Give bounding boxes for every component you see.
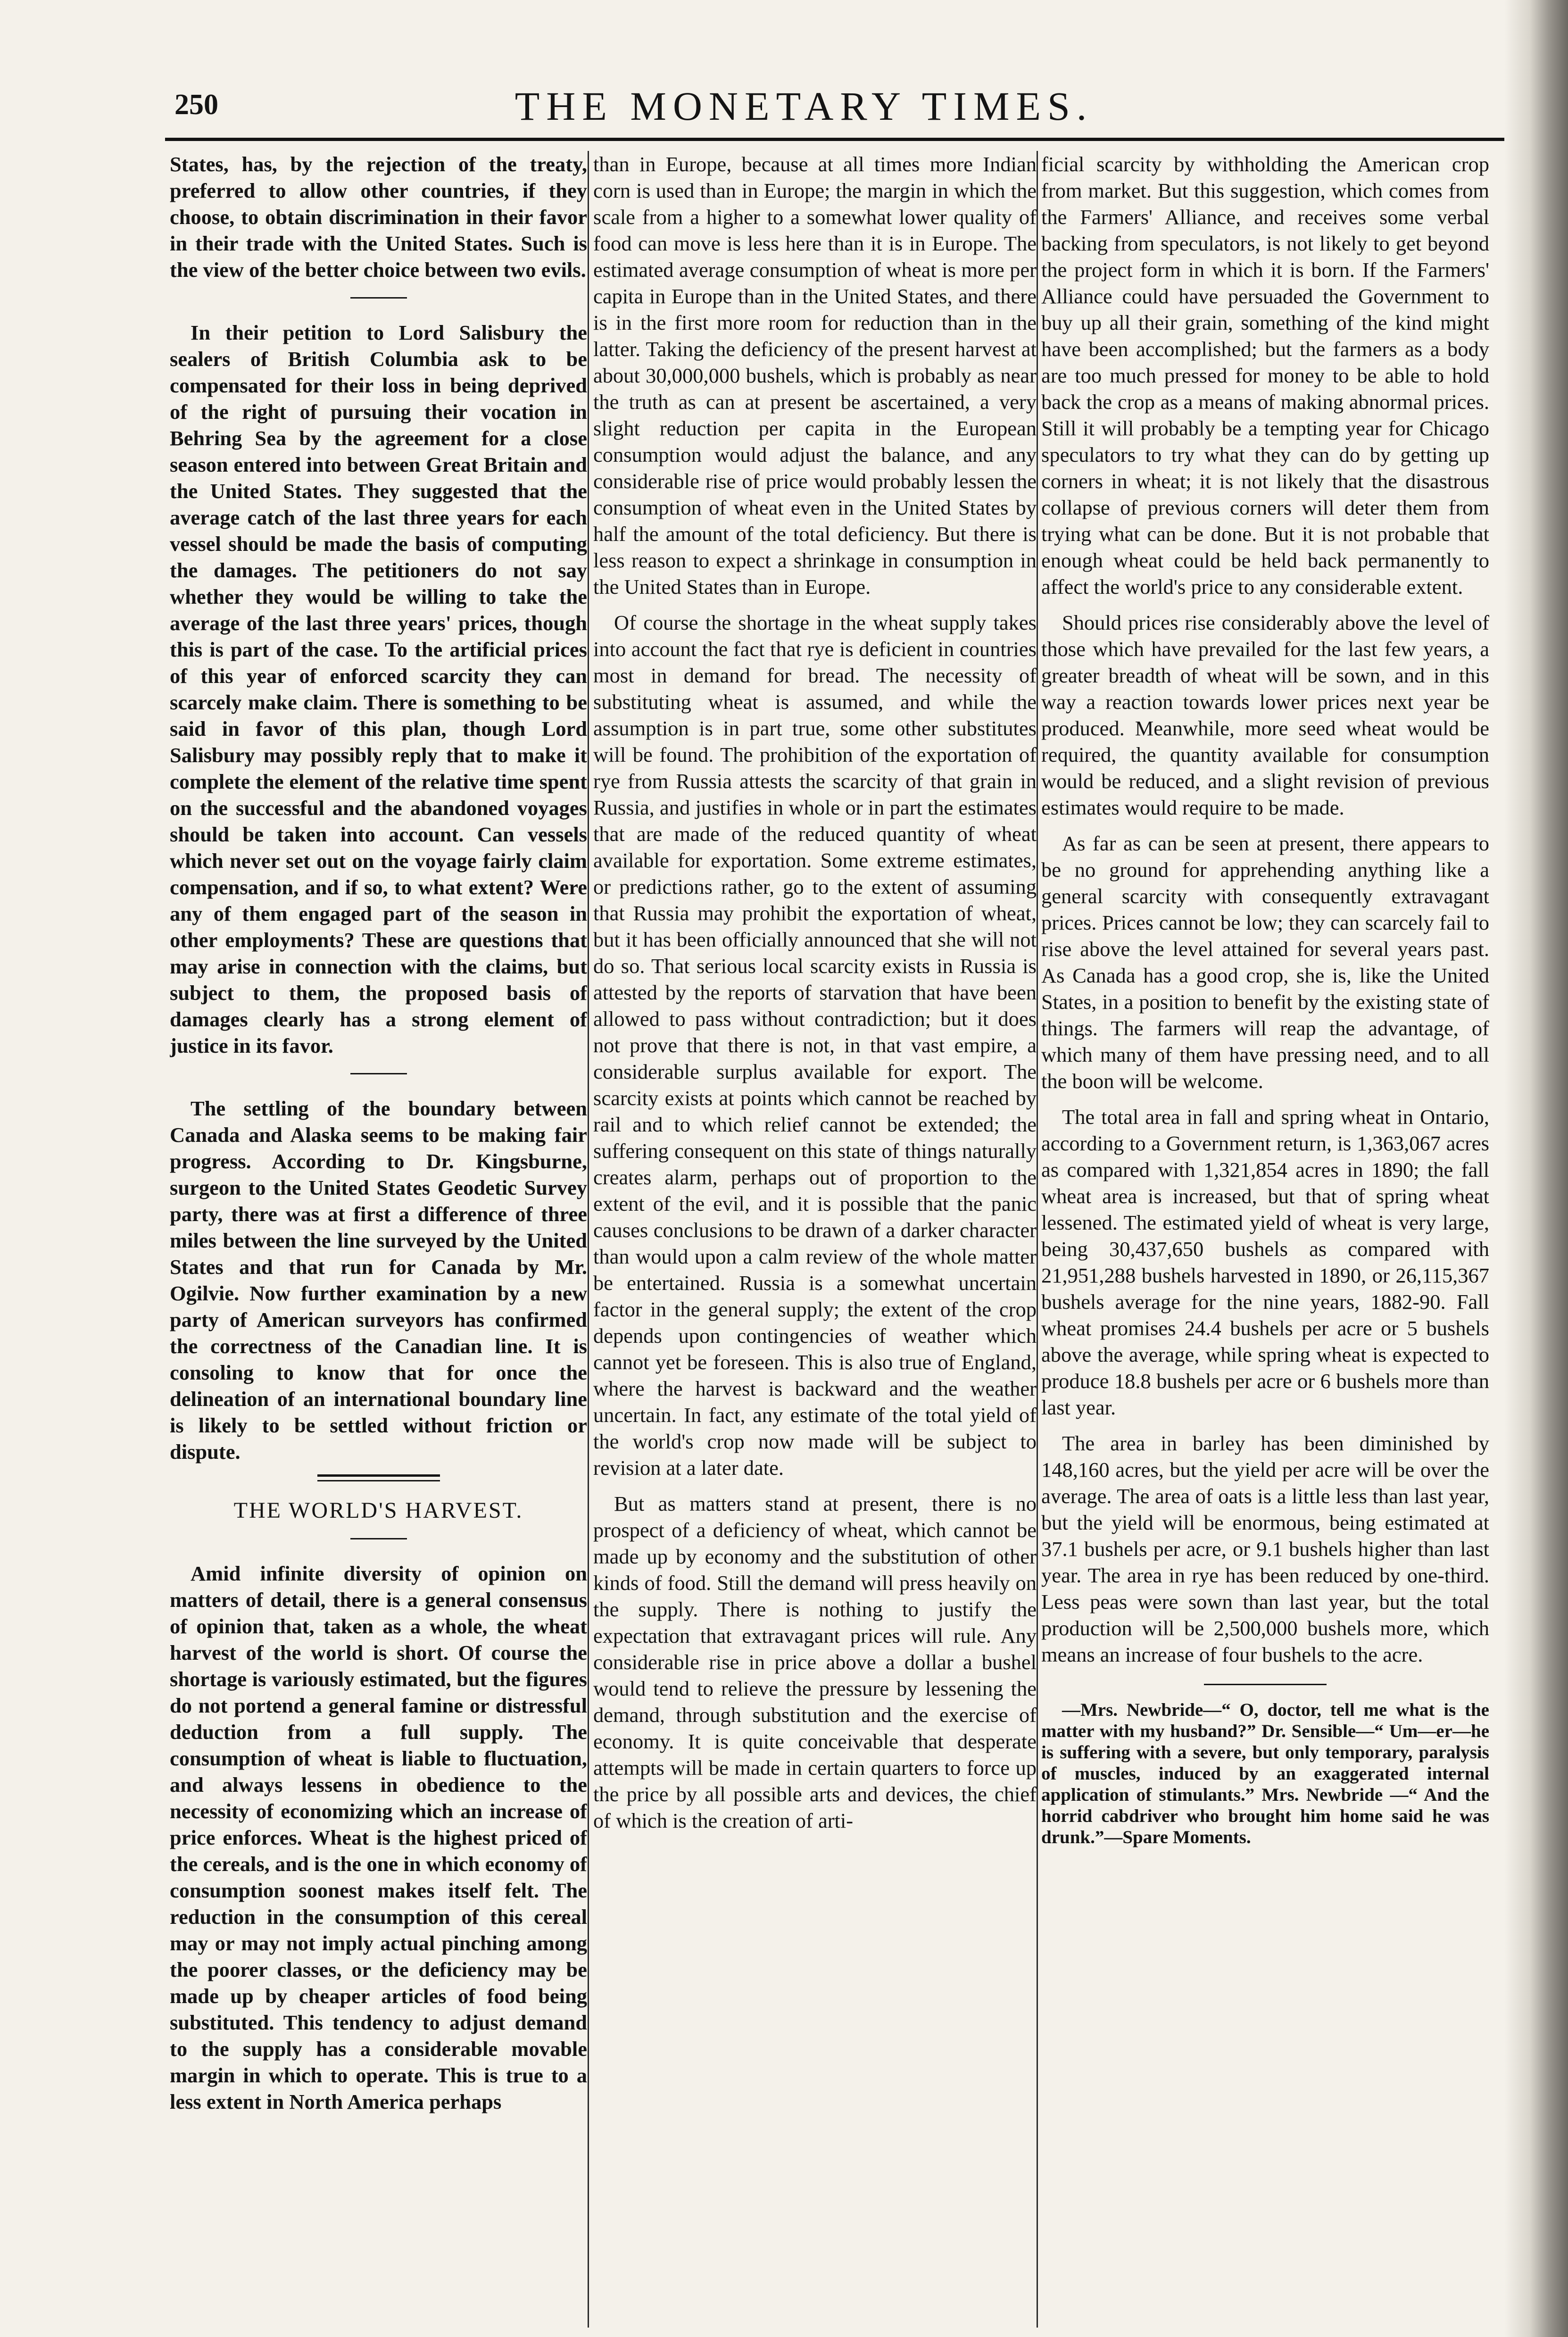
article-paragraph: Of course the shortage in the wheat supply takes into account the fact that rye is deficient in countries most in demand for bread. The necessity of substituting wheat is assumed, and while the assumption is in part true, some other substitutes will be found. The prohibition of the exportation of rye from Russia attests the scarcity of that grain in Russia, and justifies in whole or in part the estimates that are made of the reduced quantity of wheat available for exportation. Some extreme estimates, or predictions rather, go to the extent of assuming that Russia may prohibit the exportation of wheat, but it has been officially announced that she will not do so. That serious local scarcity exists in Russia is attested by the reports of starvation that have been allowed to pass without contradiction; but it does not prove that there is not, in that vast empire, a considerable surplus available for export. The scarcity exists at points which cannot be reached by rail and to which relief cannot be extended; the suffering consequent on this state of things naturally creates alarm, perhaps out of proportion to the extent of the evil, and it is possible that the panic causes conclusions to be drawn of a darker character than would upon a calm review of the whole matter be entertained. Russia is a somewhat uncertain factor in the general supply; the extent of the crop depends upon contingencies of weather which cannot yet be foreseen. This is also true of England, where the harvest is backward and the weather uncertain. In fact, any estimate of the total yield of the world's crop now made will be subject to revision at a later date. [593,611,1037,1480]
masthead-title: THE MONETARY TIMES. [514,83,1094,129]
page-edge-shadow [1504,0,1568,2337]
column-1 [170,151,587,2320]
anecdote-paragraph: —Mrs. Newbride—“ O, doctor, tell me what is the matter with my husband?” Dr. Sensible—“ Um—er—he is suffering with a severe, but only temporary, paralysis of muscles, induced by an exaggerated internal application of stimulants.” Mrs. Newbride —“ And the horrid cabdriver who brought him home said he was drunk.”—Spare Moments. [1041,1700,1489,1847]
article-paragraph: The area in barley has been diminished by 148,160 acres, but the yield per acre will be over the average. The area of oats is a little less than last year, but the yield will be enormous, being estimated at 37.1 bushels per acre, or 9.1 bushels higher than last year. The area in rye has been reduced by one-third. Less peas were sown than last year, but the total production will be 2,500,000 bushels more, which means an increase of four bushels to the acre. [1041,1431,1489,1666]
title-separator [350,1538,407,1539]
article-paragraph: States, has, by the rejection of the treaty, preferred to allow other countries, if they choose, to obtain discrimination in their favor in their trade with the United States. Such is the view of the better choice between two evils. [170,152,587,282]
article-paragraph: In their petition to Lord Salisbury the sealers of British Columbia ask to be compensated for their loss in being deprived of the right of pursuing their vocation in Behring Sea by the agreement for a close season entered into between Great Britain and the United States. They suggested that the average catch of the last three years for each vessel should be made the basis of computing the damages. The petitioners do not say whether they would be willing to take the average of the last three years' prices, though this is part of the case. To the artificial prices of this year of enforced scarcity they can scarcely make claim. There is something to be said in favor of this plan, though Lord Salisbury may possibly reply that to make it complete the element of the relative time spent on the successful and the abandoned voyages should be taken into account. Can vessels which never set out on the voyage fairly claim compensation, and if so, to what extent? Were any of them engaged part of the season in other employments? These are questions that may arise in connection with the claims, but subject to them, the proposed basis of damages clearly has a strong element of justice in its favor. [170,321,587,1057]
article-paragraph: As far as can be seen at present, there appears to be no ground for apprehending anything like a general scarcity with consequently extravagant prices. Prices cannot be low; they can scarcely fail to rise above the level attained for several years past. As Canada has a good crop, she is, like the United States, in a position to benefit by the existing state of things. The farmers will reap the advantage, of which many of them have pressing need, and to all the boon will be welcome. [1041,832,1489,1093]
column-divider-2 [1037,151,1038,2328]
header-rule [165,138,1547,141]
article-paragraph: Should prices rise considerably above the level of those which have prevailed for the last few years, a greater breadth of wheat will be sown, and in this way a reaction towards lower prices next year be produced. Meanwhile, more seed wheat would be required, the quantity available for consumption would be reduced, and a slight revision of previous estimates would require to be made. [1041,611,1489,819]
paragraph-separator [350,1073,407,1074]
article-paragraph: Amid infinite diversity of opinion on matters of detail, there is a general consensus of opinion that, taken as a whole, the wheat harvest of the world is short. Of course the shortage is variously estimated, but the figures do not portend a general famine or distressful deduction from a full supply. The consumption of wheat is liable to fluctuation, and always lessens in obedience to the necessity of economizing which an increase of price enforces. Wheat is the highest priced of the cereals, and is the one in which economy of consumption soonest makes itself felt. The reduction in the consumption of this cereal may or may not imply actual pinching among the poorer classes, or the deficiency may be made up by cheaper articles of food being substituted. This tendency to adjust demand to the supply has a considerable movable margin in which to operate. This is true to a less extent in North America perhaps [170,1562,587,2113]
paragraph-separator [350,297,407,299]
article-paragraph: The total area in fall and spring wheat in Ontario, according to a Government return, is 1,363,067 acres as compared with 1,321,854 acres in 1890; the fall wheat area is increased, but that of spring wheat lessened. The estimated yield of wheat is very large, being 30,437,650 bushels as compared with 21,951,288 bushels harvested in 1890, or 26,115,367 bushels average for the nine years, 1882-90. Fall wheat promises 24.4 bushels per acre or 5 bushels above the average, while spring wheat is expected to produce 18.8 bushels per acre or 6 bushels more than last year. [1041,1105,1489,1419]
article-paragraph: The settling of the boundary between Canada and Alaska seems to be making fair progress. According to Dr. Kingsburne, surgeon to the United States Geodetic Survey party, there was at first a difference of three miles between the line surveyed by the United States and that run for Canada by Mr. Ogilvie. Now further examination by a new party of American surveyors has confirmed the correctness of the Canadian line. It is consoling to know that for once the delineation of an international boundary line is likely to be settled without friction or dispute. [170,1097,587,1464]
section-title: THE WORLD'S HARVEST. [233,1498,523,1523]
article-paragraph: than in Europe, because at all times more Indian corn is used than in Europe; the margin in which the scale from a higher to a somewhat lower quality of food can move is less here than it is in Europe. The estimated average consumption of wheat is more per capita in Europe than in the United States, and there is in the first more room for reduction than in the latter. Taking the deficiency of the present harvest at about 30,000,000 bushels, which is probably as near the truth as can at present be ascertained, a very slight reduction per capita in the European consumption would adjust the balance, and any considerable rise of price would probably lessen the consumption of wheat even in the United States by half the amount of the total deficiency. But there is less reason to expect a shrinkage in consumption in the United States than in Europe. [593,152,1037,599]
article-paragraph: But as matters stand at present, there is no prospect of a deficiency of wheat, which cannot be made up by economy and the substitution of other kinds of food. Still the demand will press heavily on the supply. There is nothing to justify the expectation that extravagant prices will rule. Any considerable rise in price above a dollar a bushel would tend to relieve the pressure by lessening the demand, through substitution and the exercise of economy. It is quite conceivable that desperate attempts will be made in certain quarters to force up the price by all possible arts and devices, the chief of which is the creation of arti- [593,1492,1037,1832]
column-3 [1041,151,1489,2320]
column-divider-1 [588,151,589,2328]
column-2 [593,151,1037,2320]
page-header [156,83,1452,134]
anecdote-separator [1204,1684,1327,1685]
section-double-rule [317,1474,440,1481]
page-number: 250 [174,89,218,121]
article-paragraph: ficial scarcity by withholding the American crop from market. But this suggestion, which comes from the Farmers' Alliance, and receives some verbal backing from speculators, is not likely to get beyond the project form in which it is born. If the Farmers' Alliance could have persuaded the Government to buy up all their grain, something of the kind might have been accomplished; but the farmers as a body are too much pressed for money to be able to hold back the crop as a means of making abnormal prices. Still it will probably be a tempting year for Chicago speculators to try what they can do by getting up corners in wheat; it is not likely that the disastrous collapse of previous corners will deter them from trying what can be done. But it is not probable that enough wheat could be held back permanently to affect the world's price to any considerable extent. [1041,152,1489,599]
